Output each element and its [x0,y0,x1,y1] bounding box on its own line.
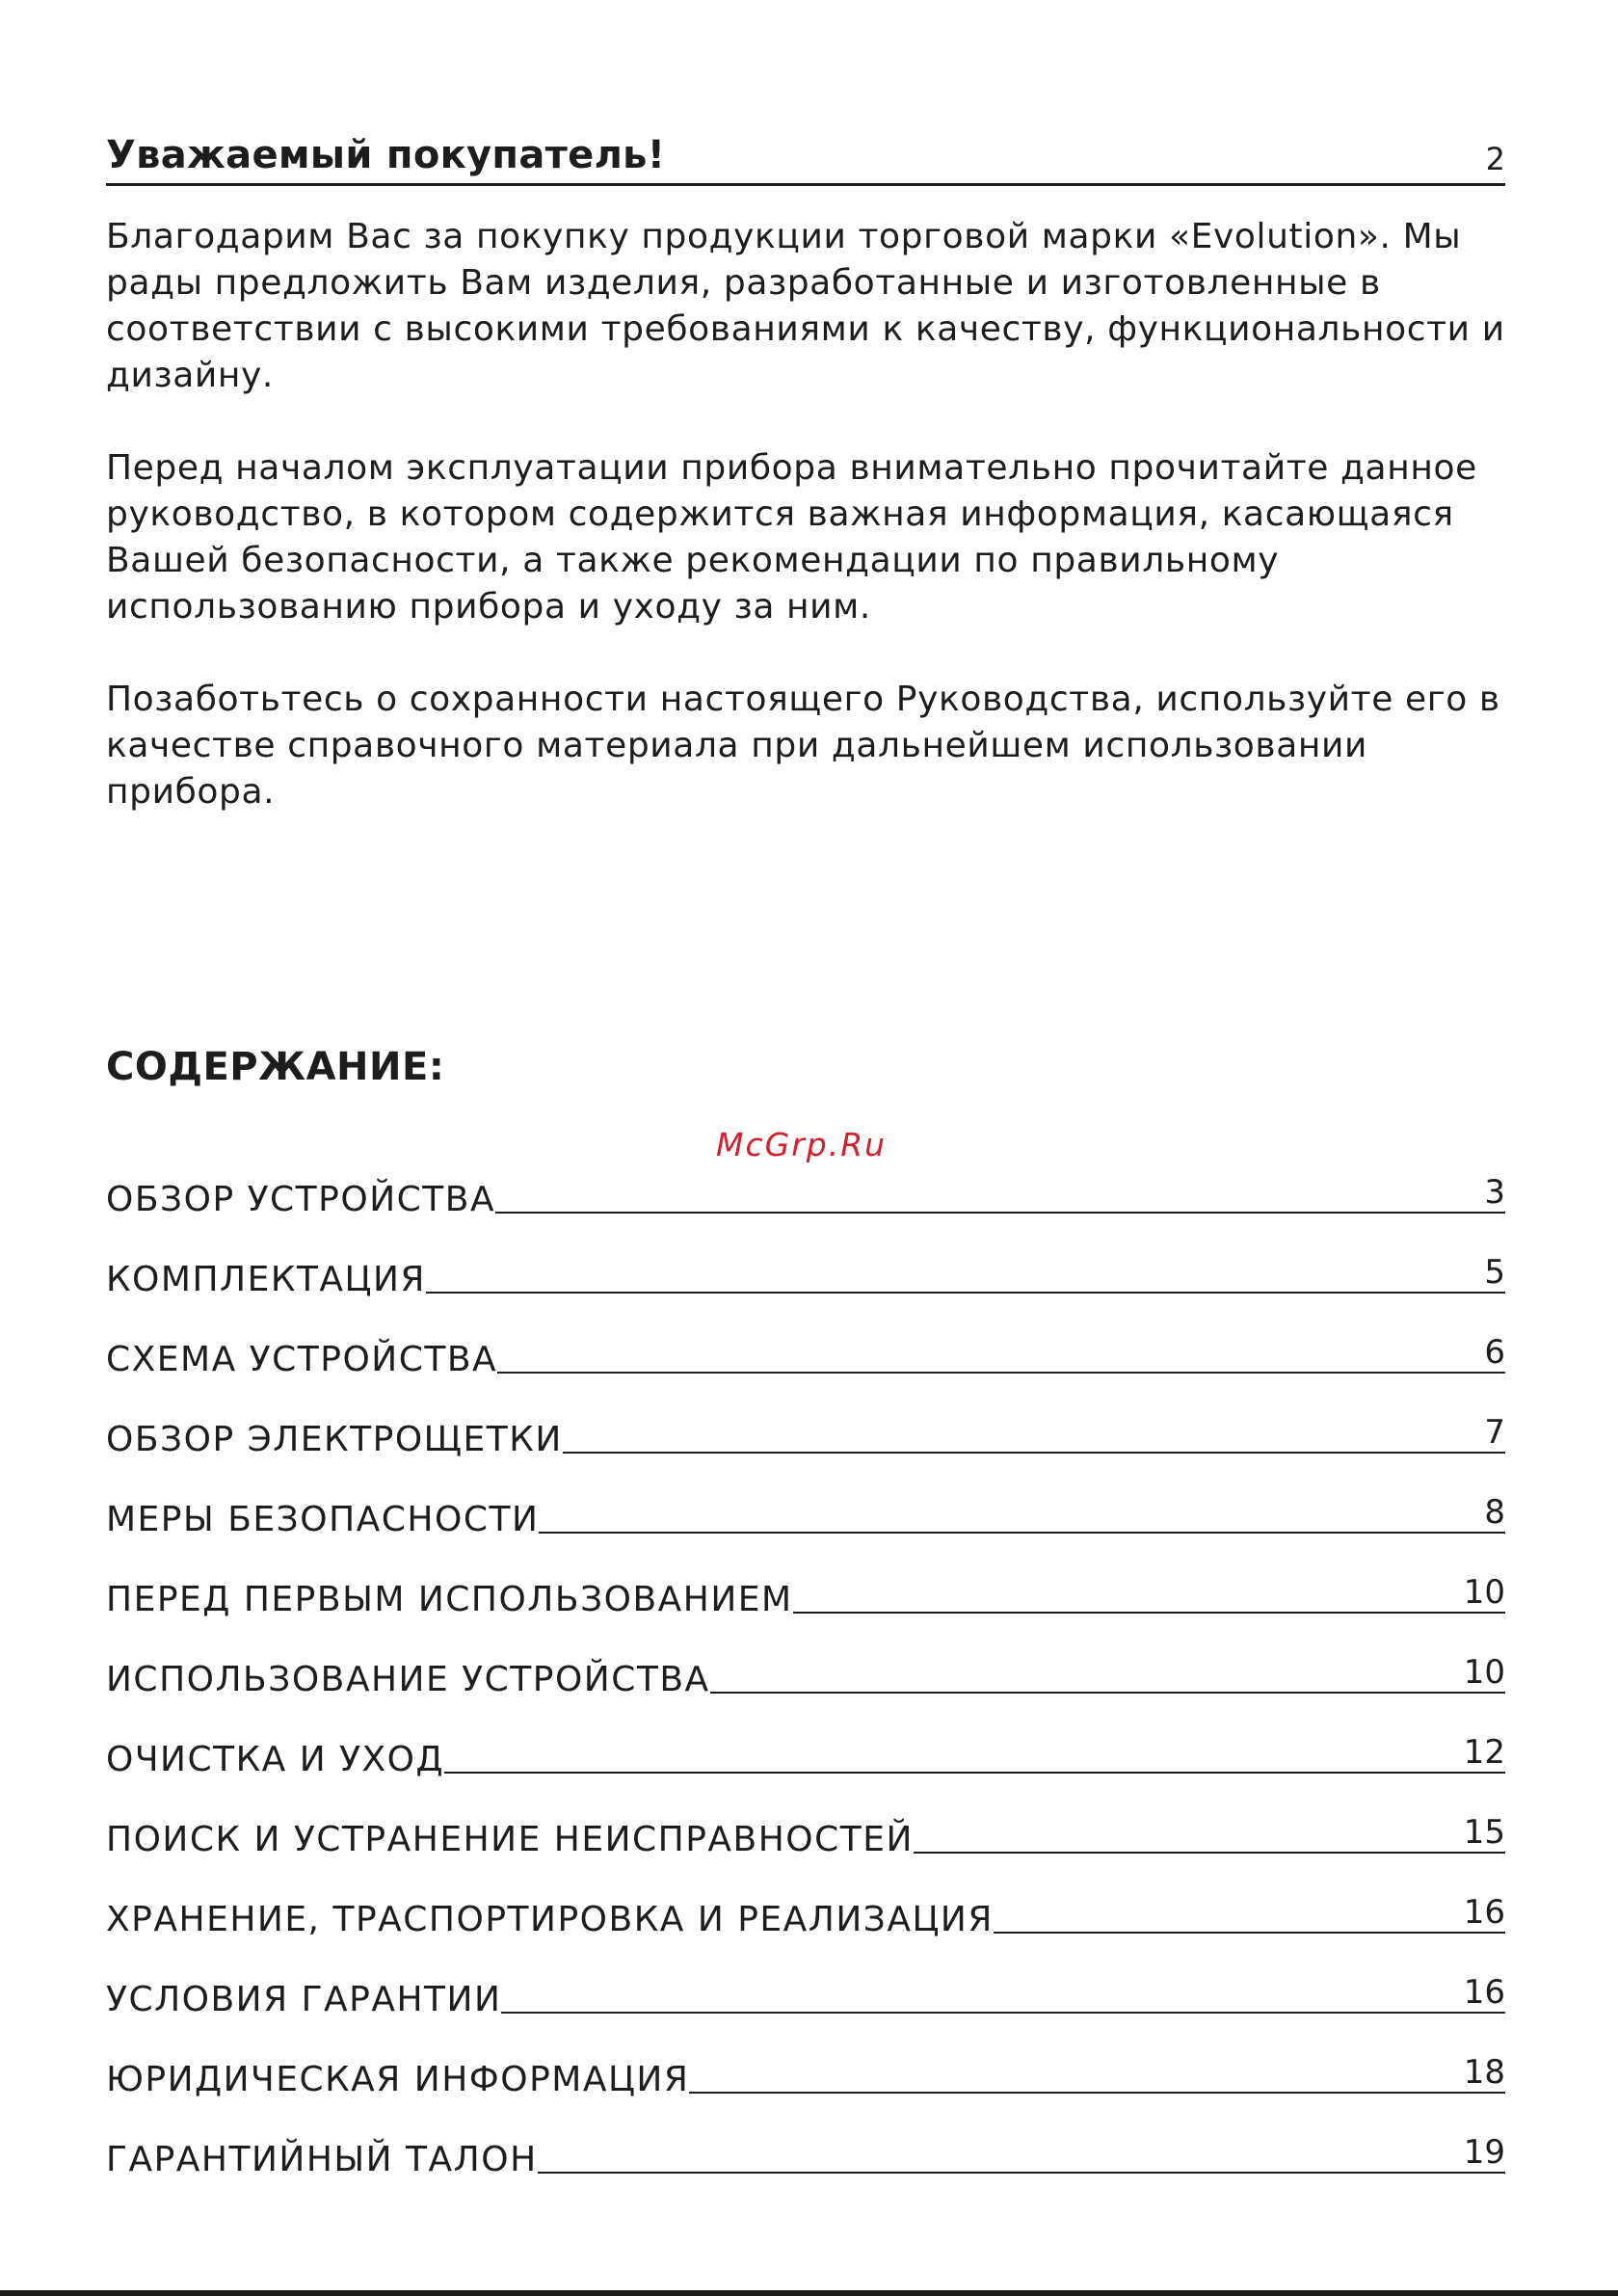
toc-item[interactable] [106,1379,1505,1459]
toc-leader-line [497,1370,1505,1374]
toc-item-label: ХРАНЕНИЕ, ТРАСПОРТИРОВКА И РЕАЛИЗАЦИЯ [106,1900,994,1939]
toc-item-label: ИСПОЛЬЗОВАНИЕ УСТРОЙСТВА [106,1660,710,1699]
toc-item[interactable] [106,1939,1505,2019]
toc-item-label: ПОИСК И УСТРАНЕНИЕ НЕИСПРАВНОСТЕЙ [106,1820,914,1859]
toc-item-label: МЕРЫ БЕЗОПАСНОСТИ [106,1500,540,1539]
toc-item-page: 16 [1463,1893,1505,1932]
table-of-contents [106,1139,1505,2179]
toc-leader-line [563,1450,1505,1454]
bottom-divider [0,2290,1618,2296]
toc-leader-line [539,1530,1505,1534]
toc-item-label: КОМПЛЕКТАЦИЯ [106,1260,426,1299]
toc-title: СОДЕРЖАНИЕ: [106,1045,445,1089]
toc-leader-line [994,1930,1505,1934]
toc-item-page: 10 [1463,1653,1505,1692]
toc-item-page: 5 [1484,1253,1505,1292]
toc-item[interactable] [106,1539,1505,1619]
intro-text [106,214,1532,862]
page-title: Уважаемый покупатель! [106,133,666,177]
toc-item[interactable] [106,2099,1505,2179]
toc-leader-line [793,1610,1505,1614]
toc-item-page: 16 [1463,1973,1505,2012]
toc-item-page: 3 [1484,1173,1505,1212]
toc-item-label: ОЧИСТКА И УХОД [106,1740,445,1779]
toc-item[interactable] [106,1779,1505,1859]
toc-item-page: 19 [1463,2133,1505,2172]
toc-item-page: 8 [1484,1493,1505,1532]
toc-item[interactable] [106,1459,1505,1539]
intro-paragraph: Перед началом эксплуатации прибора внимательно прочитайте данное руководство, в котором содержится важная информация, касающаяся Вашей безопасности, а также рекомендации по правильному использованию прибора и уходу за ним. [106,448,1477,627]
toc-item-label: ЮРИДИЧЕСКАЯ ИНФОРМАЦИЯ [106,2060,690,2099]
toc-leader-line [444,1770,1505,1774]
toc-item[interactable] [106,2019,1505,2099]
toc-item[interactable] [106,1699,1505,1779]
watermark-text: McGrp.Ru [716,1126,888,1163]
intro-paragraph: Позаботьтесь о сохранности настоящего Руководства, используйте его в качестве справочного материала при дальнейшем использовании прибора. [106,680,1500,812]
toc-item-label: СХЕМА УСТРОЙСТВА [106,1340,498,1379]
toc-item[interactable] [106,1299,1505,1379]
intro-paragraph: Благодарим Вас за покупку продукции торговой марки «Evolution». Мы рады предложить Вам изделия, разработанные и изготовленные в соответствии с высокими требованиями к качеству, функциональности и дизайну. [106,217,1505,395]
toc-leader-line [495,1210,1505,1214]
toc-leader-line [689,2090,1505,2094]
toc-item-page: 7 [1484,1413,1505,1452]
toc-item-label: ОБЗОР ЭЛЕКТРОЩЕТКИ [106,1420,563,1459]
toc-leader-line [914,1850,1505,1854]
toc-item[interactable] [106,1619,1505,1699]
toc-item[interactable] [106,1859,1505,1939]
toc-item-label: ГАРАНТИЙНЫЙ ТАЛОН [106,2140,538,2179]
page-header [106,123,1505,186]
toc-item-label: УСЛОВИЯ ГАРАНТИИ [106,1980,502,2019]
toc-item-label: ПЕРЕД ПЕРВЫМ ИСПОЛЬЗОВАНИЕМ [106,1580,793,1619]
page-number: 2 [1485,141,1505,177]
toc-item-page: 10 [1463,1573,1505,1612]
toc-item-page: 18 [1463,2053,1505,2092]
toc-item-page: 12 [1463,1733,1505,1772]
toc-leader-line [538,2170,1505,2174]
toc-item-page: 6 [1484,1333,1505,1372]
toc-item-label: ОБЗОР УСТРОЙСТВА [106,1180,496,1219]
toc-leader-line [710,1690,1505,1694]
toc-leader-line [501,2010,1505,2014]
toc-leader-line [426,1290,1505,1294]
toc-item-page: 15 [1463,1813,1505,1852]
toc-item[interactable] [106,1219,1505,1299]
